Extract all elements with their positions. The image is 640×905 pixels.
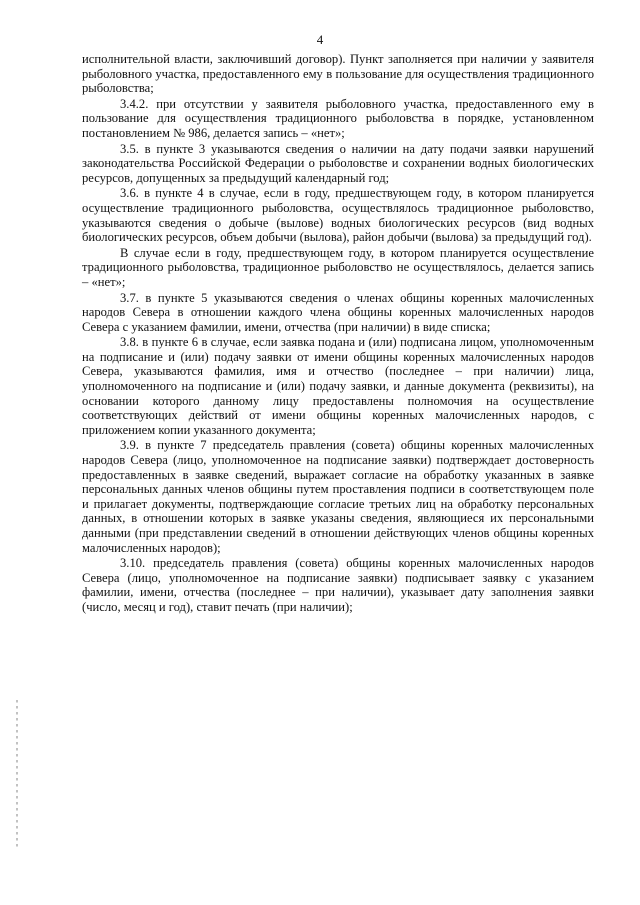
scan-margin-artifact [16,700,18,850]
paragraph-continuation: исполнительной власти, заключивший договор). Пункт заполняется при наличии у заявителя рыболовного участка, предоставленного ему в пользование для осуществления традиционного рыболовства; [82,52,594,96]
paragraph-3-5: 3.5. в пункте 3 указываются сведения о наличии на дату подачи заявки нарушений законодательства Российской Федерации о рыболовстве и сохранении водных биологических ресурсов, допущенных за предыдущий календарный год; [82,141,594,185]
paragraph-3-8: 3.8. в пункте 6 в случае, если заявка подана и (или) подписана лицом, уполномоченным на подписание и (или) подачу заявки от имени общины коренных малочисленных народов Севера, указываются фамилия, имя и отчество (последнее – при наличии) лица, уполномоченного на подписание и (или) подачу заявки, и данные документа (реквизиты), на основании которого данному лицу предоставлены полномочия на осуществление соответствующих действий от имени общины коренных малочисленных народов, с приложением копии указанного документа; [82,335,594,437]
document-body [82,52,594,616]
paragraph-3-9: 3.9. в пункте 7 председатель правления (совета) общины коренных малочисленных народов Севера (лицо, уполномоченное на подписание заявки) подтверждает достоверность предоставленных в заявке сведений, выражает согласие на обработку указанных в заявке персональных данных членов общины путем проставления подписи в соответствующем поле и прилагает документы, подтверждающие согласие третьих лиц на обработку персональных данных, в отношении которых в заявке указаны сведения, являющиеся их персональными данными (при представлении сведений в отношении действующих членов общины коренных малочисленных народов); [82,438,594,555]
paragraph-3-6: 3.6. в пункте 4 в случае, если в году, предшествующем году, в котором планируется осуществление традиционного рыболовства, осуществлялось традиционное рыболовство, указываются сведения о добыче (вылове) водных биологических ресурсов (вид водных биологических ресурсов, объем добычи (вылова), район добычи (вылова) за предыдущий год). [82,186,594,245]
paragraph-3-6-note: В случае если в году, предшествующем году, в котором планируется осуществление традиционного рыболовства, традиционное рыболовство не осуществлялось, делается запись – «нет»; [82,245,594,289]
paragraph-3-7: 3.7. в пункте 5 указываются сведения о членах общины коренных малочисленных народов Севера в отношении каждого члена общины коренных малочисленных народов Севера с указанием фамилии, имени, отчества (при наличии) в виде списка; [82,290,594,334]
page-number: 4 [316,32,324,47]
paragraph-3-4-2: 3.4.2. при отсутствии у заявителя рыболовного участка, предоставленного ему в пользование для осуществления традиционного рыболовства в порядке, установленном постановлением № 986, делается запись – «нет»; [82,96,594,140]
paragraph-3-10: 3.10. председатель правления (совета) общины коренных малочисленных народов Севера (лицо, уполномоченное на подписание заявки) подписывает заявку с указанием фамилии, имени, отчества (последнее – при наличии), указывает дату заполнения заявки (число, месяц и год), ставит печать (при наличии); [82,556,594,614]
